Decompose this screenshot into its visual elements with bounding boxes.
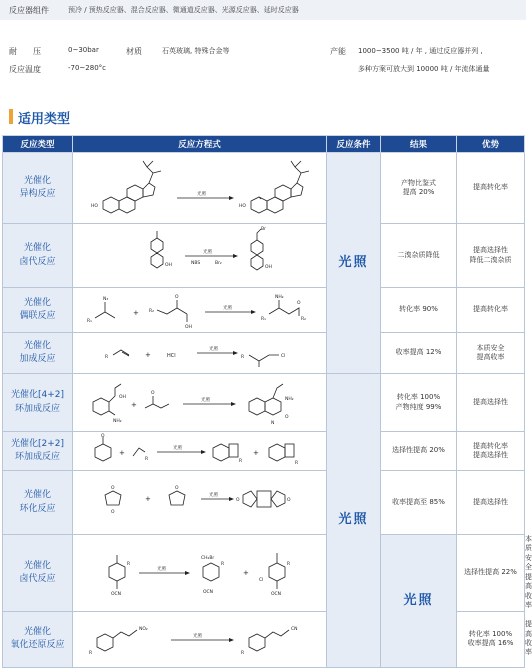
result-line: 转化率 90% <box>399 305 438 314</box>
label-r: R <box>241 650 245 656</box>
header-condition: 反应条件 <box>327 136 381 153</box>
type-line: 光催化[2+2] <box>10 438 65 449</box>
advantage-line: 降低二溴杂质 <box>469 255 512 264</box>
label-br: Br <box>261 227 266 232</box>
type-line: 加成反应 <box>19 354 56 364</box>
result-cell <box>381 374 457 432</box>
label-oh: OH <box>185 325 192 330</box>
reaction-table <box>2 135 532 668</box>
spec-components-label: 反应器组件 <box>9 6 49 15</box>
reaction-type <box>3 535 73 612</box>
label-nh2: NH₂ <box>113 419 122 424</box>
type-line: 氧化还原反应 <box>10 640 65 650</box>
label-light: 光照 <box>193 633 202 639</box>
label-ocn: OCN <box>271 591 282 597</box>
label-light: 光照 <box>173 446 182 451</box>
section-accent-bar <box>9 109 13 124</box>
reaction-type <box>3 471 73 535</box>
label-n: N <box>271 421 275 426</box>
advantage-cell <box>457 333 525 374</box>
advantage-line: 提高转化率 <box>473 441 508 450</box>
result-line: 选择性提高 20% <box>392 446 445 455</box>
result-cell <box>381 333 457 374</box>
plus-sign: + <box>145 351 151 359</box>
label-ocn: OCN <box>203 589 214 595</box>
label-r1: R₁ <box>261 317 266 322</box>
label-o: O <box>101 434 105 439</box>
result-line: 产物纯度 99% <box>395 402 442 411</box>
cycloaddition-4-2-structure <box>73 374 327 431</box>
type-line: 卤代反应 <box>19 573 56 584</box>
plus-sign: + <box>119 449 125 457</box>
result-cell <box>381 288 457 333</box>
result-cell <box>381 471 457 535</box>
condition-light: 光照 <box>327 374 381 668</box>
advantage-cell <box>457 374 525 432</box>
plus-sign: + <box>145 495 151 503</box>
condition-light: 光照 <box>381 535 457 668</box>
label-light: 光照 <box>203 250 212 255</box>
type-line: 异构反应 <box>19 189 56 199</box>
advantage-line: 提高选择性 <box>473 497 508 506</box>
redox-structure <box>73 612 327 667</box>
table-row <box>3 471 525 535</box>
arrowhead-icon <box>229 196 234 200</box>
arrowhead-icon <box>251 310 256 314</box>
label-oh: OH <box>265 265 272 270</box>
reaction-type <box>3 432 73 471</box>
label-o: O <box>285 415 289 420</box>
label-o: O <box>236 498 240 503</box>
label-nh2: NH₂ <box>275 295 284 300</box>
label-r: R <box>287 561 291 567</box>
label-ho: HO <box>239 204 246 209</box>
label-hcl: HCl <box>167 353 176 359</box>
arrowhead-icon <box>231 402 236 406</box>
arrowhead-icon <box>233 254 238 258</box>
halogenation-structure <box>73 224 327 287</box>
section-title: 适用类型 <box>18 112 71 127</box>
result-cell <box>381 224 457 288</box>
label-ho: HO <box>91 204 98 209</box>
equation-cycloaddition-4-2 <box>73 374 327 432</box>
header-advantage: 优势 <box>457 136 525 153</box>
advantage-line: 提高选择性 <box>473 246 508 255</box>
result-line: 产物比鉴式 <box>401 178 436 187</box>
label-r2: R₂ <box>149 309 154 314</box>
reaction-type <box>3 374 73 432</box>
label-r: R <box>105 355 109 360</box>
table-row <box>3 224 525 288</box>
type-line: 光催化 <box>23 626 51 637</box>
equation-isomerization <box>73 153 327 224</box>
result-line: 收率提高 12% <box>395 348 442 357</box>
equation-cycloaddition-2-2 <box>73 432 327 471</box>
arrowhead-icon <box>229 497 234 501</box>
result-line: 提高 20% <box>402 188 435 196</box>
label-r: R <box>221 561 225 567</box>
advantage-cell <box>457 153 525 224</box>
result-line: 收率提高至 85% <box>392 497 445 506</box>
header-equation: 反应方程式 <box>73 136 327 153</box>
advantage-line: 提高转化率 <box>473 305 508 314</box>
reaction-type <box>3 153 73 224</box>
advantage-line: 提高选择性 <box>473 397 508 406</box>
label-o: O <box>175 486 179 491</box>
result-cell <box>381 153 457 224</box>
equation-coupling <box>73 288 327 333</box>
label-light: 光照 <box>223 306 232 311</box>
label-light: 光照 <box>197 192 206 197</box>
label-cl: Cl <box>281 354 286 359</box>
header-type: 反应类型 <box>3 136 73 153</box>
result-line: 选择性提高 22% <box>464 568 517 577</box>
reaction-type <box>3 333 73 374</box>
label-o: O <box>287 498 291 503</box>
label-light: 光照 <box>209 493 218 498</box>
advantage-cell <box>457 288 525 333</box>
label-nbs: NBS <box>191 261 201 266</box>
equation-addition <box>73 333 327 374</box>
plus-sign: + <box>133 309 139 317</box>
spec-material-value: 石英玻璃, 特殊合金等 <box>162 47 230 55</box>
label-o: O <box>175 295 179 300</box>
label-o: O <box>297 301 301 306</box>
result-cell <box>457 611 525 667</box>
advantage-cell <box>457 224 525 288</box>
label-r: R <box>89 650 93 656</box>
label-oh: OH <box>165 263 172 268</box>
result-cell <box>381 432 457 471</box>
result-line: 转化率 100% <box>396 393 441 402</box>
label-light: 光照 <box>157 566 166 572</box>
arrowhead-icon <box>185 571 190 575</box>
equation-redox <box>73 611 327 667</box>
label-r: R <box>295 461 299 466</box>
spec-temperature-value: -70~280°c <box>68 64 107 72</box>
label-no2: NO₂ <box>139 626 148 632</box>
label-r2: R₂ <box>301 317 306 322</box>
label-cn: CN <box>291 626 298 632</box>
type-line: 光催化 <box>23 490 51 501</box>
type-line: 环化反应 <box>19 503 56 514</box>
table-header-row <box>3 136 525 153</box>
plus-sign: + <box>243 568 249 577</box>
label-ch2br: CH₂Br <box>201 555 215 561</box>
cyclization-structure <box>73 471 327 534</box>
type-line: 光催化 <box>23 175 51 186</box>
advantage-line: 本质安全 <box>476 343 505 352</box>
advantage-line: 提高选择性 <box>473 451 508 459</box>
reaction-type <box>3 611 73 667</box>
advantage-cell <box>457 471 525 535</box>
spec-capacity-label: 产能 <box>330 47 346 56</box>
header-result: 结果 <box>381 136 457 153</box>
equation-aromatic-halogenation <box>73 535 327 612</box>
spec-pressure-value: 0~30bar <box>68 46 99 54</box>
equation-cyclization <box>73 471 327 535</box>
table-row: 光催化 卤代反应 R OCN 光照 CH₂Br R OCN + R Cl OCN 光照 选择性提高 22% 本质安全 提高收率 <box>3 535 525 612</box>
label-n3: N₃ <box>103 297 109 302</box>
label-oh: OH <box>119 395 126 400</box>
label-o: O <box>151 391 155 396</box>
table-row <box>3 432 525 471</box>
type-line: 光催化 <box>23 340 51 351</box>
addition-structure <box>73 333 327 373</box>
arrowhead-icon <box>233 351 238 355</box>
table-row <box>3 374 525 432</box>
spec-material-label: 材质 <box>126 47 142 56</box>
type-line: 光催化[4+2] <box>10 390 65 401</box>
type-line: 环加成反应 <box>14 452 60 462</box>
type-line: 卤代反应 <box>19 256 56 267</box>
advantage-line: 提高转化率 <box>473 183 508 192</box>
advantage-cell <box>457 432 525 471</box>
spec-capacity-line2: 多种方案可放大到 10000 吨 / 年流体通量 <box>358 65 490 73</box>
table-row <box>3 333 525 374</box>
equation-halogenation <box>73 224 327 288</box>
plus-sign: + <box>253 449 259 457</box>
spec-components-row <box>0 0 526 20</box>
label-r: R <box>127 561 131 567</box>
label-o: O <box>111 486 115 491</box>
type-line: 光催化 <box>23 243 51 254</box>
table-row: 光催化 氧化还原反应 R NO₂ 光照 R CN 转化率 100% 收率提高 16% 提高收率 <box>3 611 525 667</box>
plus-sign: + <box>131 401 137 409</box>
aromatic-halogenation-structure <box>73 537 327 609</box>
reaction-type <box>3 288 73 333</box>
label-nh2: NH₂ <box>285 397 294 402</box>
arrowhead-icon <box>201 450 206 454</box>
label-light: 光照 <box>201 398 210 403</box>
table-row <box>3 288 525 333</box>
label-ocn: OCN <box>111 591 122 597</box>
coupling-structure <box>73 288 327 332</box>
label-light: 光照 <box>209 347 218 352</box>
advantage-line: 提高收率 <box>476 353 505 361</box>
cycloaddition-2-2-structure <box>73 432 327 470</box>
type-line: 光催化 <box>23 560 51 571</box>
label-br2: Br₂ <box>215 261 222 266</box>
type-line: 光催化 <box>23 297 51 308</box>
condition-light: 光照 <box>327 153 381 374</box>
type-line: 偶联反应 <box>19 311 56 321</box>
spec-pressure-label: 耐 压 <box>9 47 41 56</box>
label-cl: Cl <box>259 577 264 583</box>
spec-capacity-line1: 1000~3500 吨 / 年 , 通过反应器并列 , <box>358 47 483 55</box>
reaction-type <box>3 224 73 288</box>
arrowhead-icon <box>229 638 234 642</box>
label-o: O <box>111 510 115 515</box>
result-line: 收率提高 16% <box>467 639 514 647</box>
isomerization-structure <box>73 153 327 223</box>
spec-temperature-label: 反应温度 <box>9 65 41 74</box>
result-line: 转化率 100% <box>468 629 513 638</box>
result-line: 二溴杂质降低 <box>397 250 440 259</box>
table-row <box>3 153 525 224</box>
type-line: 环加成反应 <box>14 403 60 414</box>
label-r: R <box>145 457 149 462</box>
label-r: R <box>239 459 243 464</box>
label-r: R <box>241 355 245 360</box>
result-cell <box>457 535 525 612</box>
spec-components-value: 预冷 / 预热反应器、混合反应器、微通道反应器、光源反应器、延时反应器 <box>68 6 299 14</box>
label-r1: R₁ <box>87 319 92 324</box>
